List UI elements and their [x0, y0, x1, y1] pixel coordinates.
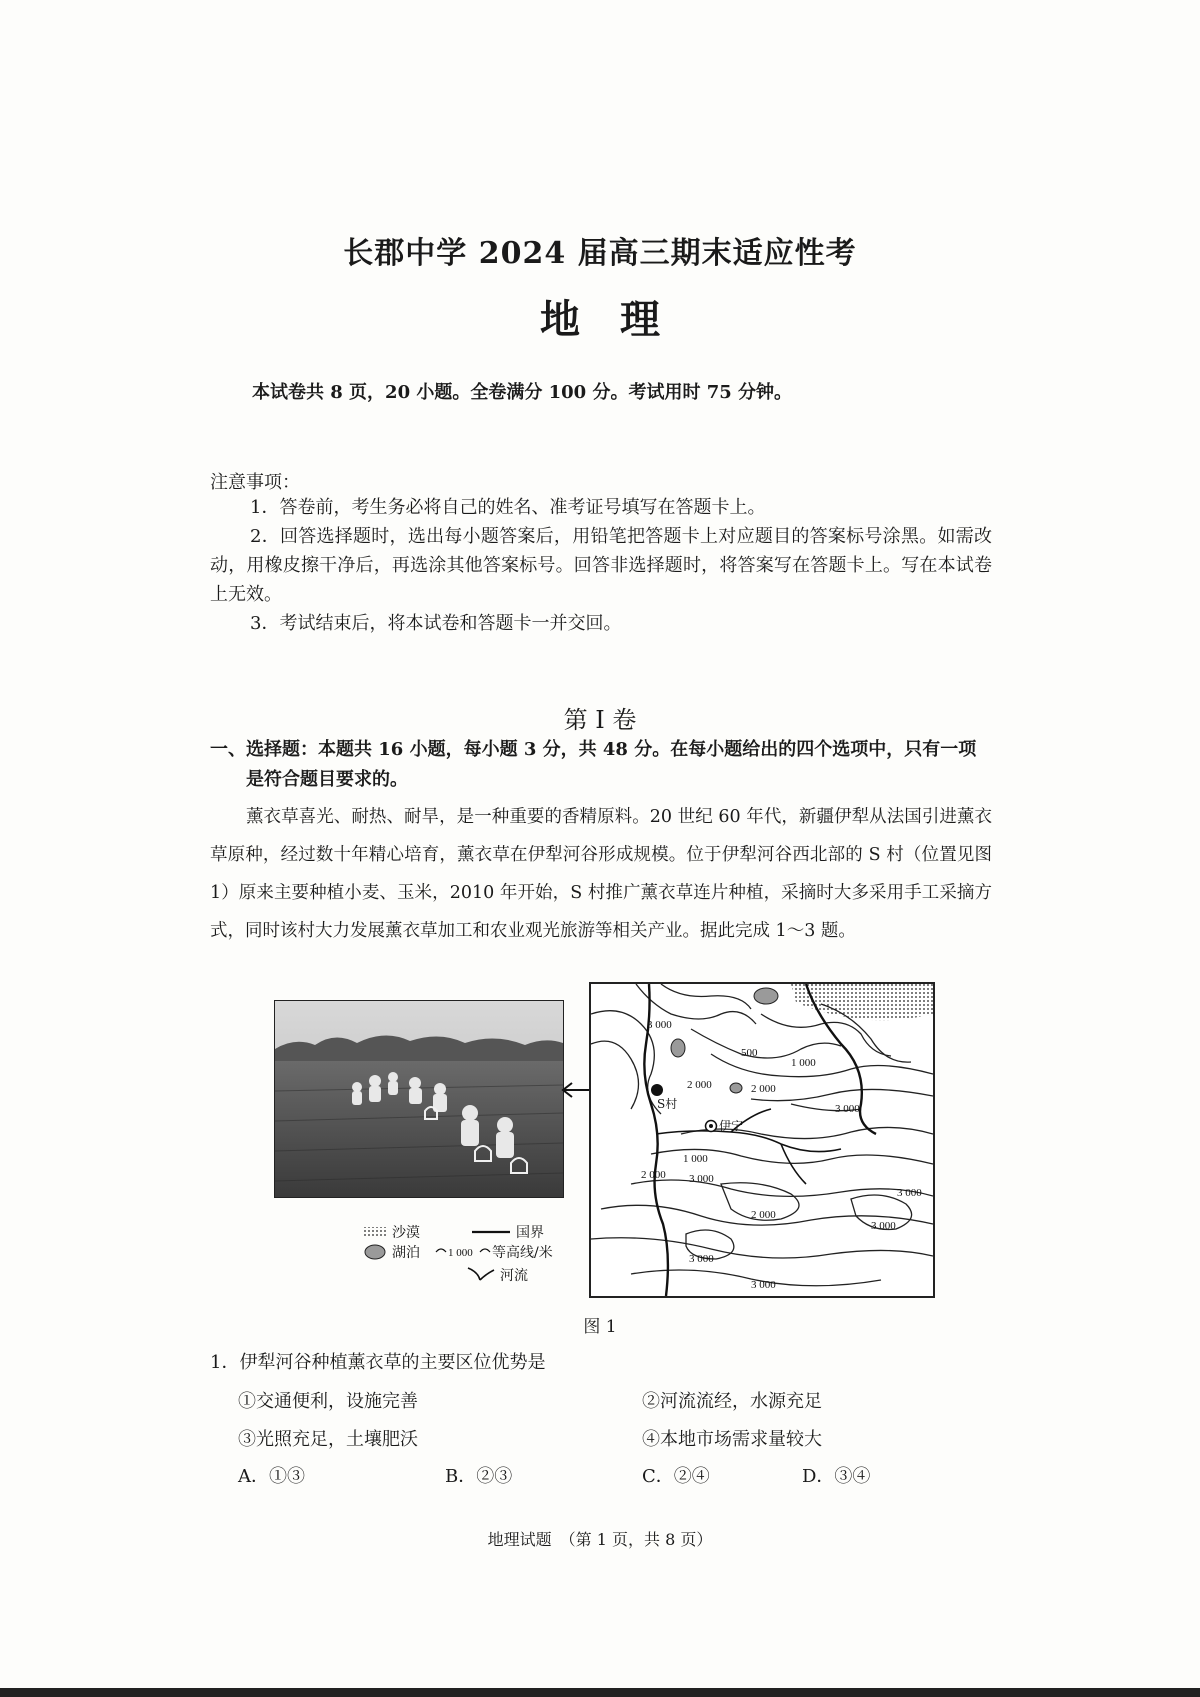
contour-label: 500 — [741, 1047, 758, 1059]
lake-shape — [671, 1039, 685, 1057]
question-statement: ②河流流经，水源充足 — [642, 1391, 822, 1412]
legend-desert: 沙漠 — [392, 1225, 420, 1241]
legend-contour-sample: 1 000 — [448, 1247, 473, 1259]
page-footer: 地理试题 （第 1 页，共 8 页） — [487, 1530, 713, 1549]
question-statement: ③光照充足，土壤肥沃 — [238, 1429, 418, 1450]
figure-caption: 图 1 — [583, 1317, 617, 1337]
legend-contour: 等高线/米 — [492, 1245, 553, 1261]
contour-label: 3 000 — [689, 1173, 714, 1185]
notes-heading: 注意事项： — [210, 472, 300, 493]
river-swatch — [468, 1268, 494, 1280]
answer-choice-c: C．②④ — [642, 1466, 710, 1487]
yili-valley-map — [589, 982, 935, 1298]
question-statement: ④本地市场需求量较大 — [642, 1429, 822, 1450]
section-heading: 一、选择题：本题共 16 小题，每小题 3 分，共 48 分。在每小题给出的四个选项中，只有一项是符合题目要求的。 — [210, 739, 977, 790]
yining-label: 伊宁 — [719, 1119, 744, 1133]
s-village-label: S村 — [657, 1097, 678, 1111]
contour-label: 1 000 — [791, 1057, 816, 1069]
answer-choice-a: A．①③ — [238, 1466, 305, 1487]
question-statement: ①交通便利，设施完善 — [238, 1391, 418, 1412]
contour-label: 3 000 — [751, 1279, 776, 1291]
page-bottom-edge — [0, 1688, 1200, 1697]
answer-choice-d: D．③④ — [802, 1466, 871, 1487]
legend-river: 河流 — [500, 1268, 528, 1284]
contour-label: 1 000 — [683, 1153, 708, 1165]
contour-label: 3 000 — [835, 1103, 860, 1115]
map-legend — [360, 1222, 590, 1290]
answer-choice-b: B．②③ — [445, 1466, 513, 1487]
question-stem: 1．伊犁河谷种植薰衣草的主要区位优势是 — [210, 1352, 546, 1373]
volume-title: 第 Ⅰ 卷 — [563, 706, 637, 734]
desert-swatch — [364, 1227, 386, 1237]
contour-label: 2 000 — [641, 1169, 666, 1181]
s-village-marker — [651, 1084, 663, 1096]
contour-label: 2 000 — [751, 1083, 776, 1095]
note-item: 1．答卷前，考生务必将自己的姓名、准考证号填写在答题卡上。 — [250, 497, 766, 518]
legend-lake: 湖泊 — [392, 1245, 420, 1261]
question-passage: 薰衣草喜光、耐热、耐旱，是一种重要的香精原料。20 世纪 60 年代，新疆伊犁从法国引进薰衣草原种，经过数十年精心培育，薰衣草在伊犁河谷形成规模。位于伊犁河谷西北部的 S 村（位置见图 1）原来主要种植小麦、玉米，2010 年开始，S 村推广薰衣草连片种植，采摘时大多采用手工采摘方式，同时该村大力发展薰衣草加工和农业观光旅游等相关产业。据此完成 1～3 题。 — [210, 807, 992, 941]
contour-label: 2 000 — [751, 1209, 776, 1221]
contour-label: 3 000 — [897, 1187, 922, 1199]
exam-info: 本试卷共 8 页，20 小题。全卷满分 100 分。考试用时 75 分钟。 — [252, 382, 793, 403]
lake-shape — [730, 1083, 742, 1093]
lavender-field-photo — [274, 1000, 564, 1198]
lake-swatch — [365, 1245, 385, 1259]
lake-shape — [754, 988, 778, 1004]
note-item: 2．回答选择题时，选出每小题答案后，用铅笔把答题卡上对应题目的答案标号涂黑。如需改动，用橡皮擦干净后，再选涂其他答案标号。回答非选择题时，将答案写在答题卡上。写在本试卷上无效。 — [210, 526, 992, 605]
contour-label: 3 000 — [871, 1220, 896, 1232]
contour-label: 2 000 — [687, 1079, 712, 1091]
exam-title: 长郡中学 2024 届高三期末适应性考 — [343, 236, 857, 271]
subject-title: 地理 — [540, 296, 700, 343]
note-item: 3．考试结束后，将本试卷和答题卡一并交回。 — [250, 613, 622, 634]
contour-label: 3 000 — [647, 1019, 672, 1031]
contour-label: 3 000 — [689, 1253, 714, 1265]
legend-border: 国界 — [516, 1225, 544, 1241]
